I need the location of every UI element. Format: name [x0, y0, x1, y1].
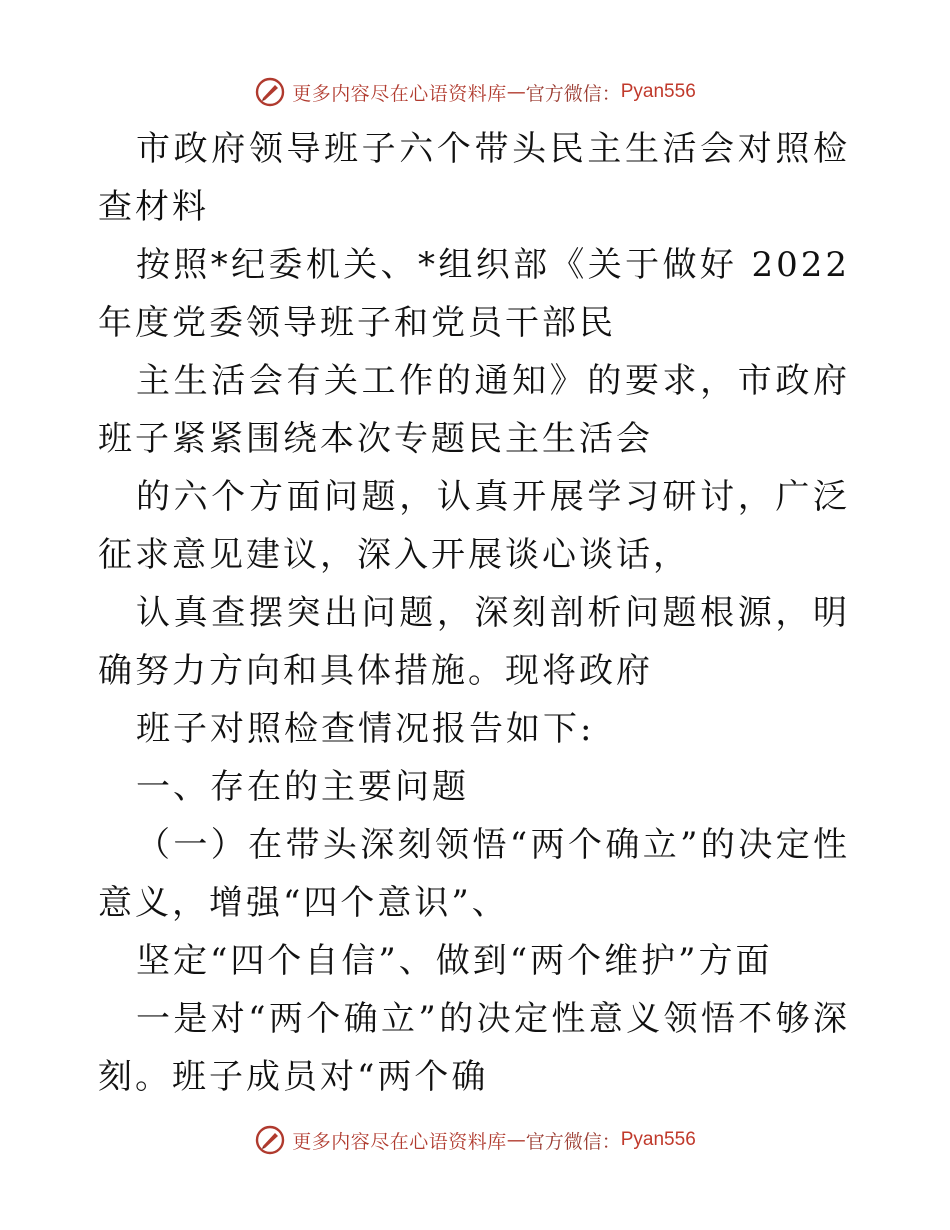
watermark-wechat-id: Pyan556 [620, 81, 696, 102]
paragraph: 一是对“两个确立”的决定性意义领悟不够深刻。班子成员对“两个确 [98, 999, 850, 1097]
paragraph: 的六个方面问题，认真开展学习研讨，广泛征求意见建议，深入开展谈心谈话， [98, 477, 850, 575]
watermark-wechat-label: 官方微信： [525, 1130, 621, 1153]
pen-logo-icon [254, 1124, 286, 1156]
pen-logo-icon [254, 76, 286, 108]
watermark-wechat-id: Pyan556 [620, 1129, 696, 1150]
paragraph: 坚定“四个自信”、做到“两个维护”方面 [136, 941, 773, 981]
watermark-banner-top [0, 72, 950, 112]
watermark-wechat-label: 官方微信： [525, 82, 621, 105]
watermark-promo-text: 更多内容尽在心语资料库 [292, 1130, 507, 1153]
paragraph: 认真查摆突出问题，深刻剖析问题根源，明确努力方向和具体措施。现将政府 [98, 593, 850, 691]
watermark-promo-text: 更多内容尽在心语资料库 [292, 82, 507, 105]
watermark-separator: — [506, 81, 526, 103]
paragraph: 按照*纪委机关、*组织部《关于做好 2022 年度党委领导班子和党员干部民 [98, 245, 850, 343]
paragraph: 班子对照检查情况报告如下: [136, 709, 595, 749]
subsection-heading: （一）在带头深刻领悟“两个确立”的决定性意义，增强“四个意识”、 [98, 825, 850, 923]
watermark-separator: — [506, 1129, 526, 1151]
watermark-banner-bottom [0, 1120, 950, 1160]
document-title: 市政府领导班子六个带头民主生活会对照检查材料 [98, 129, 850, 227]
document-body [98, 120, 850, 1106]
paragraph: 主生活会有关工作的通知》的要求，市政府班子紧紧围绕本次专题民主生活会 [98, 361, 850, 459]
section-heading: 一、存在的主要问题 [136, 767, 469, 807]
